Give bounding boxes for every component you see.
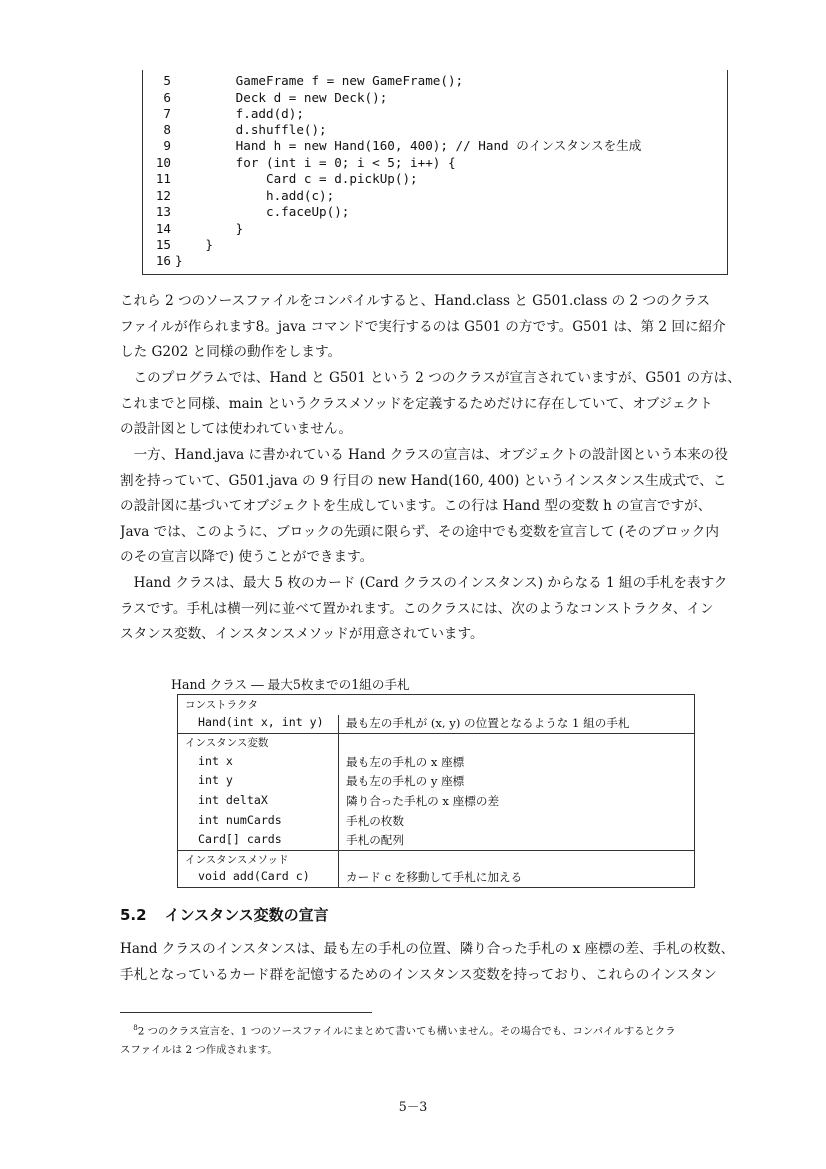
footnote-line: スファイルは 2 つ作成されます。: [120, 1044, 278, 1057]
text-line: Hand クラスは、最大 5 枚のカード (Card クラスのインスタンス) からなる 1 組の手札を表すク: [120, 575, 728, 591]
text-line: Hand クラスのインスタンスは、最も左の手札の位置、隣り合った手札の x 座標の差、手札の枚数、: [120, 941, 735, 957]
member-desc: 手札の枚数: [346, 814, 404, 828]
table-caption: Hand クラス ― 最大5枚までの1組の手札: [171, 677, 410, 692]
text-line: これまでと同様、main というクラスメソッドを定義するためだけに存在していて、オブジェクト: [120, 395, 713, 412]
class-table: [177, 694, 695, 888]
column-divider: [338, 733, 339, 850]
member-name: int numCards: [198, 813, 282, 827]
text-line: ラスです。手札は横一列に並べて置かれます。このクラスには、次のようなコンストラクタ、イン: [120, 600, 714, 617]
section-number: 5.2: [120, 906, 147, 924]
section-heading: [120, 904, 329, 925]
member-name: void add(Card c): [198, 869, 310, 883]
text-line: の設計図に基づいてオブジェクトを生成しています。この行は Hand 型の変数 h の宣言ですが、: [120, 498, 712, 514]
text-line: 一方、Hand.java に書かれている Hand クラスの宣言は、オブジェクトの設計図という本来の役: [120, 447, 728, 463]
text-line: の設計図としては使われていません。: [120, 421, 352, 437]
member-desc: 最も左の手札の y 座標: [346, 774, 465, 788]
text-line: Java では、このように、ブロックの先頭に限らず、その途中でも変数を宣言して (そのブロック内: [120, 523, 719, 540]
text-line: ファイルが作られます8。java コマンドで実行するのは G501 の方です。G501 は、第 2 回に紹介: [120, 318, 726, 335]
text-line: スタンス変数、インスタンスメソッドが用意されています。: [120, 626, 484, 642]
methods-section: [178, 850, 694, 887]
section-label: インスタンス変数: [185, 737, 269, 749]
paragraph: [120, 571, 750, 648]
paragraph: [120, 289, 750, 366]
member-name: int deltaX: [198, 793, 268, 807]
text-line: のその宣言以降で) 使うことができます。: [120, 549, 374, 565]
section-label: コンストラクタ: [185, 699, 258, 711]
footnote-rule: [120, 1012, 372, 1013]
text-line: これら 2 つのソースファイルをコンパイルすると、Hand.class と G501.class の 2 つのクラス: [120, 293, 711, 309]
fields-section: [178, 733, 694, 851]
text-line: このプログラムでは、Hand と G501 という 2 つのクラスが宣言されていますが、G501 の方は、: [120, 370, 741, 386]
member-desc: 最も左の手札の x 座標: [346, 755, 465, 769]
paragraph: [120, 443, 750, 571]
section-title: インスタンス変数の宣言: [164, 906, 329, 924]
member-name: int y: [198, 773, 233, 787]
text-line: した G202 と同様の動作をします。: [120, 344, 342, 360]
member-name: Hand(int x, int y): [198, 715, 324, 729]
code-listing: 5 GameFrame f = new GameFrame(); 6 Deck d = new Deck(); 7 f.add(d); 8 d.shuffle(); 9 Hand h = new Hand(160, 400); // Hand のインスタンスを生成 10 for (int i = 0; i < 5; i++) { 11 Card c = d.pickUp(); 12 h.add(c); 13 c.faceUp(); 14 } 15 } 16 }: [142, 70, 728, 275]
member-name: Card[] cards: [198, 832, 282, 846]
column-divider: [338, 850, 339, 887]
paragraph: [120, 937, 750, 988]
text-line: 手札となっているカード群を記憶するためのインスタンス変数を持っており、これらのインスタン: [120, 966, 717, 983]
footnote-mark: 8: [133, 1024, 138, 1032]
column-divider: [338, 715, 339, 733]
member-desc: カード c を移動して手札に加える: [346, 870, 523, 884]
member-name: int x: [198, 754, 233, 768]
member-desc: 手札の配列: [346, 833, 404, 847]
footnote: [120, 1019, 752, 1060]
paragraph: [120, 366, 750, 443]
text-line: 割を持っていて、G501.java の 9 行目の new Hand(160, 400) というインスタンス生成式で、こ: [120, 472, 727, 489]
footnote-line: $^8$2 つのクラス宣言を、1 つのソースファイルにまとめて書いても構いません。その場合でも、コンパイルするとクラ: [133, 1024, 676, 1038]
member-desc: 隣り合った手札の x 座標の差: [346, 794, 500, 808]
section-label: インスタンスメソッド: [185, 854, 289, 866]
member-desc: 最も左の手札が (x, y) の位置となるような 1 組の手札: [346, 716, 630, 730]
constructors-section: [178, 695, 694, 734]
page-number: 5－3: [398, 1099, 428, 1114]
